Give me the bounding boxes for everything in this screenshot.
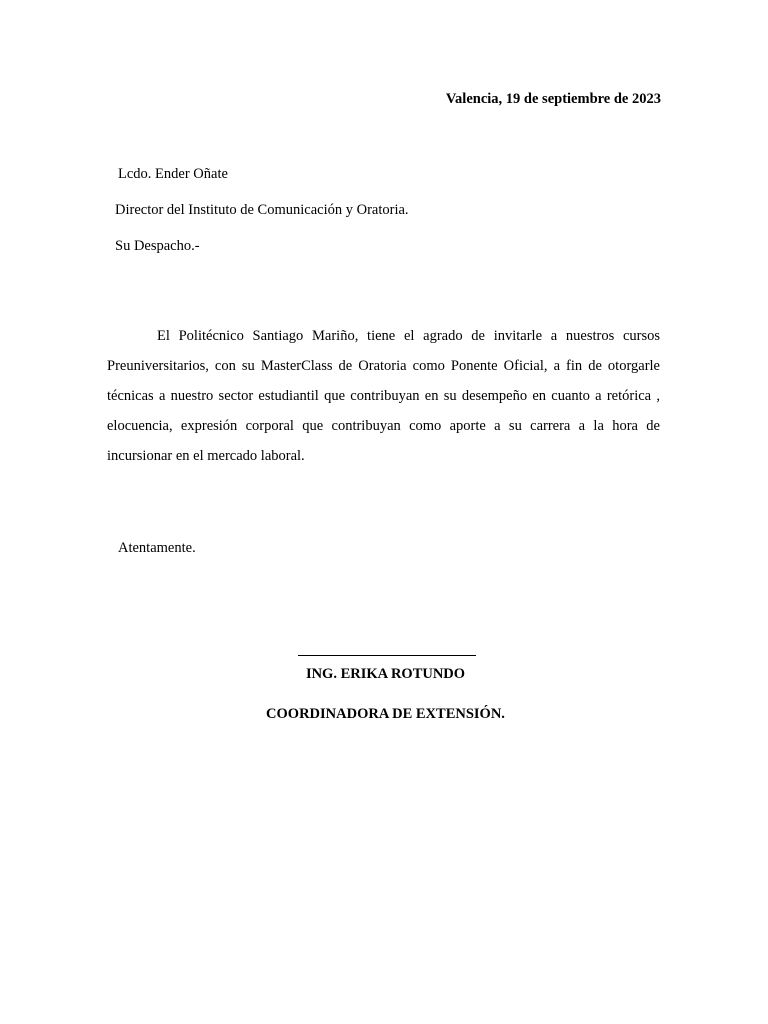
date-line: Valencia, 19 de septiembre de 2023 [445, 91, 661, 107]
closing: Atentamente. [118, 540, 196, 556]
signature-line [298, 655, 476, 656]
signer-name: ING. ERIKA ROTUNDO [305, 666, 466, 682]
recipient-office: Su Despacho.- [115, 238, 200, 254]
body-paragraph: El Politécnico Santiago Mariño, tiene el agrado de invitarle a nuestros cursos Preuniversitarios, con su MasterClass de Oratoria como Ponente Oficial, a fin de otorgarle técnicas a nuestro sector estudiantil que contribuyan en su desempeño en cuanto a retórica , elocuencia, expresión corporal que contribuyan como aporte a su carrera a la hora de incursionar en el mercado laboral. [107, 328, 660, 464]
signer-role: COORDINADORA DE EXTENSIÓN. [266, 706, 505, 722]
recipient-title: Director del Instituto de Comunicación y Oratoria. [115, 202, 409, 218]
recipient-name: Lcdo. Ender Oñate [118, 166, 228, 182]
